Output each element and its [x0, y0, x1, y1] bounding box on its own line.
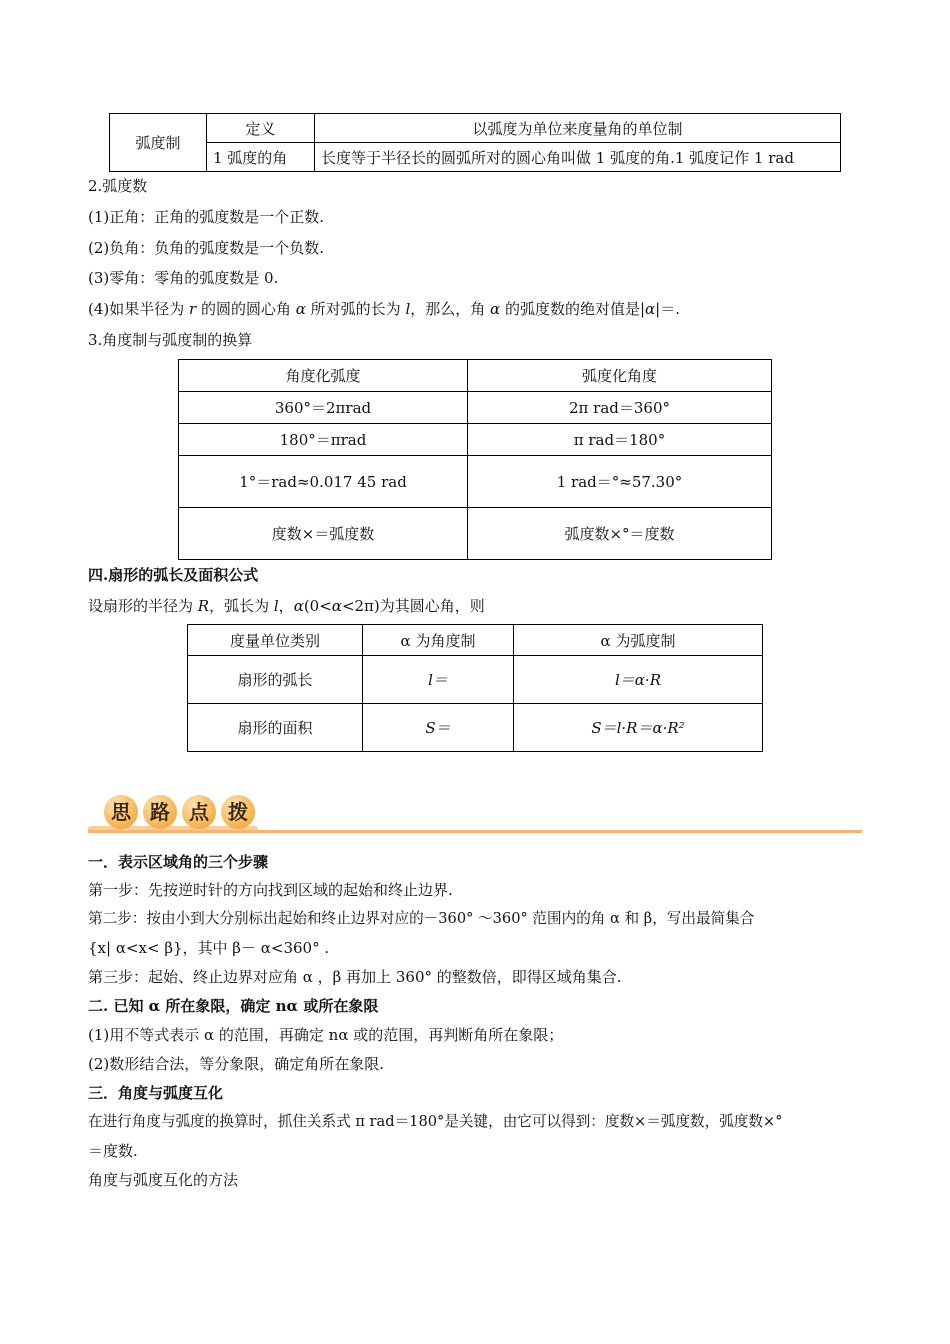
tips-step-3: 第三步：起始、终止边界对应角 α ，β 再加上 360° 的整数倍，即得区域角集合. [88, 968, 622, 986]
sec2-line1: (1)正角：正角的弧度数是一个正数. [88, 208, 325, 226]
tips-conversion-1: 在进行角度与弧度的换算时，抓住关系式 π rad＝180°是关键，由它可以得到：度数×＝弧度数，弧度数×° [88, 1113, 783, 1130]
cell: 扇形的面积 [188, 704, 363, 752]
cell: 180°＝πrad [179, 424, 468, 456]
radian-system-table [109, 113, 841, 172]
tips-step-2a: 第二步：按由小到大分别标出起始和终止边界对应的－360° ～360° 范围内的角 α 和 β，写出最简集合 [88, 910, 755, 927]
sec4-intro: 设扇形的半径为 R，弧长为 l，α(0<α<2π)为其圆心角，则 [88, 597, 485, 615]
cell: 扇形的弧长 [188, 656, 363, 704]
sec2-line3: (3)零角：零角的弧度数是 0. [88, 269, 279, 287]
cell: π rad＝180° [468, 424, 772, 456]
sec3-title: 3.角度制与弧度制的换算 [88, 331, 253, 349]
cell: l＝α·R [514, 656, 763, 704]
tips-heading-1: 一．表示区域角的三个步骤 [88, 853, 269, 871]
cell: l＝ [363, 656, 514, 704]
sec2-line4: (4)如果半径为 r 的圆的圆心角 α 所对弧的长为 l，那么，角 α 的弧度数的绝对值是|α|＝. [88, 300, 680, 318]
cell: 长度等于半径长的圆弧所对的圆心角叫做 1 弧度的角.1 弧度记作 1 rad [315, 143, 841, 172]
cell: S＝l·R＝α·R² [514, 704, 763, 752]
cell: α 为弧度制 [514, 625, 763, 656]
radian-system-head: 弧度制 [110, 114, 207, 172]
tips-heading-2: 二. 已知 α 所在象限，确定 nα 或所在象限 [88, 997, 379, 1015]
banner-underline [88, 830, 862, 833]
cell: 1°＝rad≈0.017 45 rad [179, 456, 468, 508]
sec2-line2: (2)负角：负角的弧度数是一个负数. [88, 239, 325, 257]
tips-conversion-2: ＝度数. [88, 1142, 138, 1160]
sec2-title: 2.弧度数 [88, 177, 148, 195]
cell: 弧度化角度 [468, 360, 772, 392]
cell: 1 rad＝°≈57.30° [468, 456, 772, 508]
sector-formula-table [187, 624, 763, 752]
banner-char: 拨 [221, 795, 255, 829]
banner-char: 点 [182, 795, 216, 829]
tips-point-2: (2)数形结合法，等分象限，确定角所在象限. [88, 1055, 385, 1073]
tips-point-1: (1)用不等式表示 α 的范围，再确定 nα 或的范围，再判断角所在象限； [88, 1026, 564, 1044]
cell: 2π rad＝360° [468, 392, 772, 424]
sec4-title: 四.扇形的弧长及面积公式 [88, 566, 259, 584]
cell: 以弧度为单位来度量角的单位制 [315, 114, 841, 143]
cell: 定义 [207, 114, 315, 143]
conversion-table [178, 359, 772, 560]
tips-step-2b: {x| α<x< β}，其中 β－ α<360° . [88, 939, 330, 957]
banner-char: 思 [104, 795, 138, 829]
cell: 度数×＝弧度数 [179, 508, 468, 560]
cell: α 为角度制 [363, 625, 514, 656]
cell: 360°＝2πrad [179, 392, 468, 424]
cell: 角度化弧度 [179, 360, 468, 392]
cell: 弧度数×°＝度数 [468, 508, 772, 560]
cell: 度量单位类别 [188, 625, 363, 656]
tips-step-1: 第一步：先按逆时针的方向找到区域的起始和终止边界. [88, 881, 453, 899]
cell: S＝ [363, 704, 514, 752]
tips-heading-3: 三．角度与弧度互化 [88, 1084, 224, 1102]
tips-conversion-3: 角度与弧度互化的方法 [88, 1171, 239, 1189]
cell: 1 弧度的角 [207, 143, 315, 172]
banner-char: 路 [143, 795, 177, 829]
